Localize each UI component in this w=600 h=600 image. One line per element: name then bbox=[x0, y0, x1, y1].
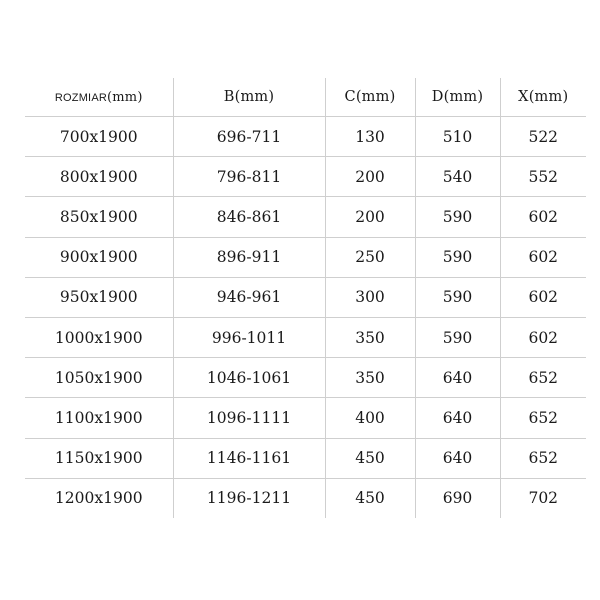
cell-c: 400 bbox=[325, 398, 415, 438]
table-row bbox=[25, 358, 586, 398]
header-x: X(mm) bbox=[500, 78, 586, 117]
cell-c: 450 bbox=[325, 438, 415, 478]
cell-b: 1096-1111 bbox=[173, 398, 325, 438]
cell-b: 1046-1061 bbox=[173, 358, 325, 398]
table-row bbox=[25, 237, 586, 277]
header-d: D(mm) bbox=[415, 78, 500, 117]
cell-d: 640 bbox=[415, 398, 500, 438]
table-row bbox=[25, 157, 586, 197]
cell-c: 350 bbox=[325, 317, 415, 357]
cell-b: 696-711 bbox=[173, 117, 325, 157]
table-row bbox=[25, 117, 586, 157]
table-body bbox=[25, 117, 586, 518]
cell-d: 590 bbox=[415, 237, 500, 277]
cell-x: 602 bbox=[500, 197, 586, 237]
table-row bbox=[25, 438, 586, 478]
header-rozmiar bbox=[25, 78, 173, 117]
cell-x: 602 bbox=[500, 317, 586, 357]
cell-c: 300 bbox=[325, 277, 415, 317]
cell-size: 1150x1900 bbox=[25, 438, 173, 478]
header-rozmiar-unit: (mm) bbox=[107, 89, 143, 105]
cell-b: 796-811 bbox=[173, 157, 325, 197]
cell-c: 450 bbox=[325, 478, 415, 518]
cell-size: 1200x1900 bbox=[54, 489, 143, 508]
cell-d: 640 bbox=[415, 438, 500, 478]
cell-x: 552 bbox=[500, 157, 586, 197]
cell-b: 846-861 bbox=[173, 197, 325, 237]
cell-b: 1196-1211 bbox=[173, 478, 325, 518]
table-row bbox=[25, 277, 586, 317]
cell-size: 1000x1900 bbox=[25, 317, 173, 357]
cell-x: 652 bbox=[500, 398, 586, 438]
dimensions-table bbox=[25, 78, 586, 518]
cell-size: 950x1900 bbox=[25, 277, 173, 317]
header-rozmiar-label: ROZMIAR bbox=[54, 91, 107, 104]
header-c: C(mm) bbox=[325, 78, 415, 117]
cell-d: 640 bbox=[415, 358, 500, 398]
cell-b: 1146-1161 bbox=[173, 438, 325, 478]
cell-d: 590 bbox=[415, 197, 500, 237]
cell-size: 1100x1900 bbox=[25, 398, 173, 438]
cell-b: 896-911 bbox=[173, 237, 325, 277]
cell-c: 200 bbox=[325, 197, 415, 237]
cell-d: 590 bbox=[415, 317, 500, 357]
cell-x: 652 bbox=[500, 438, 586, 478]
cell-d: 690 bbox=[415, 478, 500, 518]
table-row bbox=[25, 197, 586, 237]
cell-size: 700x1900 bbox=[25, 117, 173, 157]
cell-d: 510 bbox=[415, 117, 500, 157]
table-row bbox=[25, 398, 586, 438]
cell-x: 702 bbox=[500, 478, 586, 518]
cell-x: 652 bbox=[500, 358, 586, 398]
cell-c: 350 bbox=[325, 358, 415, 398]
cell-d: 590 bbox=[415, 277, 500, 317]
cell-x: 522 bbox=[500, 117, 586, 157]
cell-size: 1050x1900 bbox=[25, 358, 173, 398]
header-b: B(mm) bbox=[173, 78, 325, 117]
cell-size: 900x1900 bbox=[25, 237, 173, 277]
cell-x: 602 bbox=[500, 237, 586, 277]
cell-c: 130 bbox=[325, 117, 415, 157]
cell-size: 800x1900 bbox=[25, 157, 173, 197]
cell-size: 850x1900 bbox=[25, 197, 173, 237]
table-row bbox=[25, 478, 586, 518]
cell-b: 996-1011 bbox=[173, 317, 325, 357]
table-header bbox=[25, 78, 586, 117]
cell-x: 602 bbox=[500, 277, 586, 317]
cell-d: 540 bbox=[415, 157, 500, 197]
header-row bbox=[25, 78, 586, 117]
table-row bbox=[25, 317, 586, 357]
cell-c: 250 bbox=[325, 237, 415, 277]
cell-b: 946-961 bbox=[173, 277, 325, 317]
cell-c: 200 bbox=[325, 157, 415, 197]
